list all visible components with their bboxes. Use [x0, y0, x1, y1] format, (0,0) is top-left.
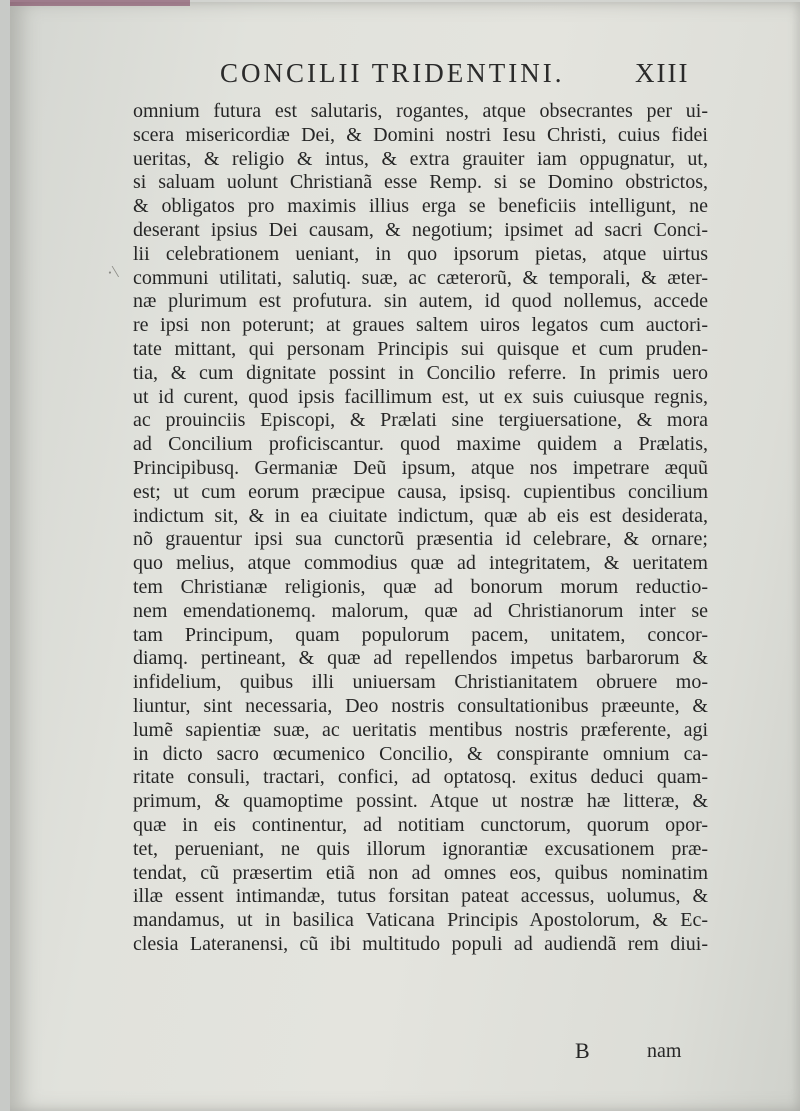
cover-edge	[10, 0, 190, 6]
text-line: ueritas, & religio & intus, & extra grauiter iam oppugnatur, ut,	[133, 147, 708, 170]
margin-pen-mark: ·\	[104, 261, 120, 283]
text-line: mandamus, ut in basilica Vaticana Principis Apostolorum, & Ec-	[133, 909, 708, 932]
text-line: indictum sit, & in ea ciuitate indictum, quæ ab eis est desiderata,	[133, 504, 708, 527]
text-line: tam Principum, quam populorum pacem, unitatem, concor-	[133, 623, 708, 646]
text-line: ut id curent, quod ipsis facillimum est, ut ex suis cuiusque regnis,	[133, 385, 708, 408]
text-line: infidelium, quibus illi uniuersam Christianitatem obruere mo-	[133, 671, 708, 694]
text-line: omnium futura est salutaris, rogantes, atque obsecrantes per ui-	[133, 100, 708, 122]
running-title: CONCILII TRIDENTINI.	[220, 58, 565, 88]
text-line: lumẽ sapientiæ suæ, ac ueritatis mentibus nostris præferente, agi	[133, 718, 708, 741]
text-line: diamq. pertineant, & quæ ad repellendos impetus barbarorum &	[133, 647, 708, 670]
text-line: communi utilitati, salutiq. suæ, ac cæterorũ, & temporali, & æter-	[133, 266, 708, 289]
text-line: tem Christianæ religionis, quæ ad bonorum morum reductio-	[133, 575, 708, 598]
text-line: primum, & quamoptime possint. Atque ut nostræ hæ litteræ, &	[133, 790, 708, 813]
text-line: tia, & cum dignitate possint in Concilio referre. In primis uero	[133, 361, 708, 384]
text-line: & obligatos pro maximis illius erga se beneficiis intelligunt, ne	[133, 195, 708, 218]
running-head	[0, 58, 800, 98]
text-line: tet, perueniant, ne quis illorum ignorantiæ excusationem præ-	[133, 837, 708, 860]
text-line: est; ut cum eorum præcipue causa, ipsisq. cupientibus concilium	[133, 480, 708, 503]
text-line: ad Concilium proficiscantur. quod maxime quidem a Prælatis,	[133, 433, 708, 456]
text-line: lii celebrationem ueniant, in quo ipsorum pietas, atque uirtus	[133, 242, 708, 265]
signature-mark: B	[575, 1038, 590, 1063]
text-line: in dicto sacro œcumenico Concilio, & conspirante omnium ca-	[133, 742, 708, 765]
folio-number: XIII	[635, 58, 690, 88]
text-line: tate mittant, qui personam Principis sui quisque et cum pruden-	[133, 337, 708, 360]
text-line: Principibusq. Germaniæ Deũ ipsum, atque nos impetrare æquũ	[133, 456, 708, 479]
text-line: illæ essent intimandæ, tutus forsitan pateat accessus, uolumus, &	[133, 885, 708, 908]
text-line: tendat, cũ præsertim etiã non ad omnes eos, quibus nominatim	[133, 861, 708, 884]
text-line: ac prouinciis Episcopi, & Prælati sine tergiuersatione, & mora	[133, 409, 708, 432]
body-text	[133, 100, 708, 957]
text-line: nem emendationemq. malorum, quæ ad Christianorum inter se	[133, 599, 708, 622]
text-line: næ plurimum est profutura. sin autem, id quod nollemus, accede	[133, 290, 708, 313]
text-line: scera misericordiæ Dei, & Domini nostri Iesu Christi, cuius fidei	[133, 123, 708, 146]
text-line: re ipsi non poterunt; at graues saltem uiros legatos cum auctori-	[133, 314, 708, 337]
text-line: liuntur, sint necessaria, Deo nostris consultationibus præeunte, &	[133, 694, 708, 717]
text-line: clesia Lateranensi, cũ ibi multitudo populi ad audiendã rem diui-	[133, 932, 708, 955]
text-line: si saluam uolunt Christianã esse Remp. si se Domino obstrictos,	[133, 171, 708, 194]
text-line: nõ grauentur ipsi sua cunctorũ præsentia id celebrare, & ornare;	[133, 528, 708, 551]
text-line: quæ in eis continentur, ad notitiam cunctorum, quorum opor-	[133, 813, 708, 836]
text-line: deserant ipsius Dei causam, & negotium; ipsimet ad sacri Conci-	[133, 218, 708, 241]
catchword: nam	[647, 1040, 682, 1062]
text-line: ritate consuli, tractari, confici, ad optatosq. exitus deduci quam-	[133, 766, 708, 789]
text-line: quo melius, atque commodius quæ ad integritatem, & ueritatem	[133, 552, 708, 575]
page-footer	[0, 1038, 800, 1068]
